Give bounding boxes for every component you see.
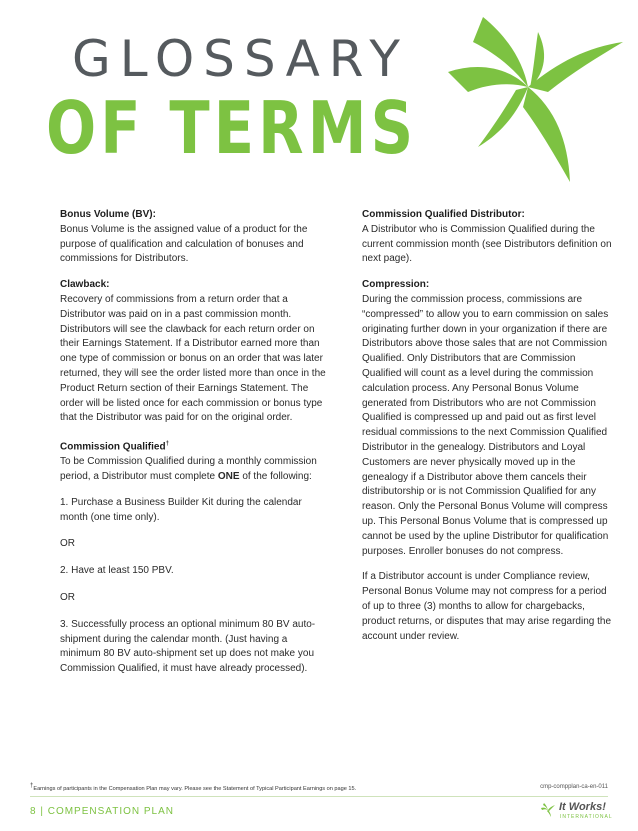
- cq-intro-end: of the following:: [242, 471, 312, 483]
- term-title: Commission Qualified Distributor:: [362, 209, 525, 220]
- term-bonus-volume: [60, 208, 330, 267]
- brand-name: It Works!: [559, 801, 606, 813]
- it-works-small-leaf-icon: [540, 802, 556, 818]
- term-definition: [60, 455, 330, 485]
- left-column: [60, 208, 330, 689]
- term-commission-qualified-distributor: [362, 208, 612, 267]
- footnote-text: Earnings of participants in the Compensation Plan may vary. Please see the Statement of Typical Participant Earnings on page 15.: [33, 785, 357, 792]
- term-commission-qualified: [60, 437, 330, 485]
- cq-option-1: 1. Purchase a Business Builder Kit during the calendar month (one time only).: [60, 496, 302, 523]
- cq-intro-bold: ONE: [217, 471, 240, 483]
- term-definition: During the commission process, commissions are “compressed” to allow you to earn commission on sales originating further down in your organization if there are Distributors above those sales that are not Commission Qualified. Only Distributors that are Commission Qualified will count as a level during the commission calculation process. Any Personal Bonus Volume generated from Distributors who are not Commission Qualified is compressed up and paid out as first level residual commissions to the next Commission Qualified Distributor in the genealogy. Distributors and Loyal Customers are never physically moved up in the genealogy if a Distributor above them cancels their distributorship or is not Commission Qualified for any reason. Only the Personal Bonus Volume will compress up. This Personal Bonus Volume that is compressed up cannot be used by the upline Distributor for qualification purposes. Enroller bonuses do not compress.: [362, 293, 609, 557]
- cq-option-2: 2. Have at least 150 PBV.: [60, 565, 174, 577]
- term-compression: [362, 278, 612, 559]
- footnote-mark: †: [165, 441, 169, 448]
- compliance-note: If a Distributor account is under Compliance review, Personal Bonus Volume may not compress for a period of up to three (3) months to allow for chargebacks, product returns, or disputes that may arise regarding the account under review.: [362, 571, 612, 642]
- title-glossary: GLOSSARY: [72, 30, 409, 88]
- footnote: [30, 783, 356, 792]
- term-clawback: [60, 278, 330, 426]
- page-label: 8 | COMPENSATION PLAN: [30, 806, 174, 817]
- footnote-mark: †: [30, 783, 34, 789]
- term-title: [60, 437, 330, 455]
- brand-logo: [540, 801, 620, 823]
- title-of-terms: OF TERMS: [46, 86, 418, 170]
- cq-intro: To be Commission Qualified during a monthly commission period, a Distributor must complete: [60, 456, 317, 483]
- cq-option-3: 3. Successfully process an optional minimum 80 BV auto-shipment during the calendar month. (Just having a minimum 80 BV auto-shipment set up does not make you Commission Qualified, it must have already processed).: [60, 618, 316, 675]
- term-definition: A Distributor who is Commission Qualified during the current commission month (see Distributors definition on next page).: [362, 223, 612, 265]
- it-works-leaf-logo-icon: [438, 12, 628, 187]
- document-code: cmp-compplan-ca-en-011: [540, 784, 608, 790]
- footer-divider: [30, 796, 608, 797]
- or-separator: OR: [60, 538, 75, 550]
- term-title-text: Commission Qualified: [60, 441, 166, 453]
- term-definition: Bonus Volume is the assigned value of a product for the purpose of qualification and calculation of bonuses and commissions for Distributors.: [60, 223, 308, 265]
- term-title: Bonus Volume (BV):: [60, 209, 156, 220]
- right-column: [362, 208, 612, 656]
- or-separator: OR: [60, 592, 75, 604]
- term-title: Compression:: [362, 279, 430, 291]
- term-title: Clawback:: [60, 279, 110, 291]
- brand-sub: INTERNATIONAL: [560, 814, 613, 820]
- term-definition: Recovery of commissions from a return order that a Distributor was paid on in a past commission month. Distributors will see the clawback for each return order on their Earnings Statement. If a Distributor earned more than one type of commission or bonus on an order that was later returned, they will see the order listed more than once in the Product Return section of their Earnings Statement. The order will be listed once for each commission or bonus type that the Distributor was paid for on the original order.: [60, 293, 326, 424]
